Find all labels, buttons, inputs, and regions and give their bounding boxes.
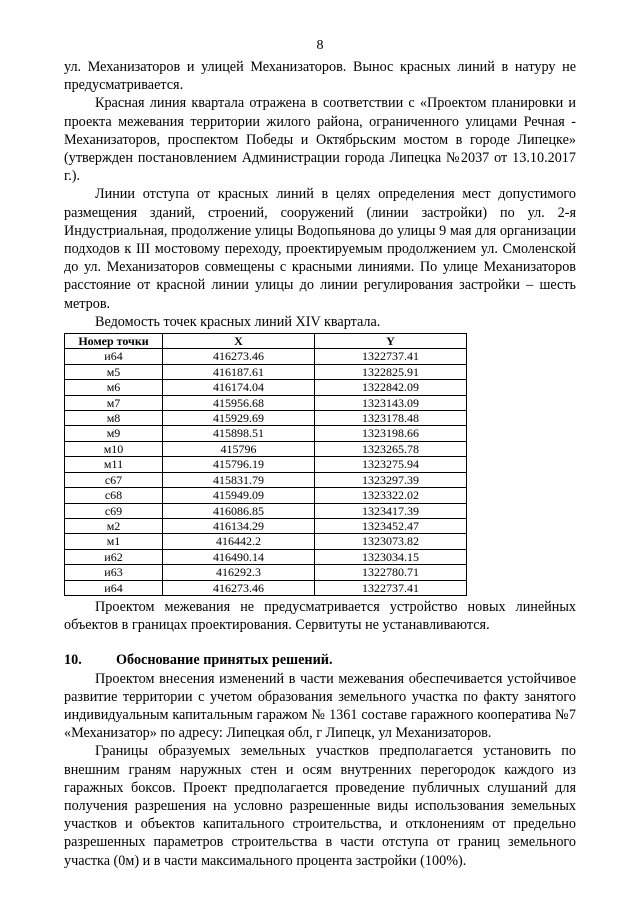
cell-y: 1322737.41 xyxy=(315,580,467,595)
cell-x: 416273.46 xyxy=(163,580,315,595)
column-header-x: X xyxy=(163,334,315,349)
cell-point: м2 xyxy=(65,518,163,533)
cell-y: 1323198.66 xyxy=(315,426,467,441)
cell-x: 415831.79 xyxy=(163,472,315,487)
table-row xyxy=(65,488,467,503)
table-row xyxy=(65,549,467,564)
table-caption: Ведомость точек красных линий XIV квартала. xyxy=(95,313,381,330)
cell-point: м6 xyxy=(65,380,163,395)
table-row xyxy=(65,349,467,364)
table-row xyxy=(65,411,467,426)
cell-point: и63 xyxy=(65,565,163,580)
cell-y: 1323297.39 xyxy=(315,472,467,487)
cell-y: 1323275.94 xyxy=(315,457,467,472)
cell-x: 416292.3 xyxy=(163,565,315,580)
table-row xyxy=(65,395,467,410)
section-title: Обоснование принятых решений. xyxy=(116,652,333,669)
column-header-y: Y xyxy=(315,334,467,349)
cell-x: 416187.61 xyxy=(163,364,315,379)
table-row xyxy=(65,565,467,580)
cell-x: 416442.2 xyxy=(163,534,315,549)
cell-y: 1322825.91 xyxy=(315,364,467,379)
cell-point: с69 xyxy=(65,503,163,518)
table-row xyxy=(65,580,467,595)
cell-x: 416273.46 xyxy=(163,349,315,364)
paragraph-boundaries: Границы образуемых земельных участков предполагается установить по внешним граням наружных стен и осям внутренних перегородок каждого из гаражных боксов. Проект предполагается проведение публичных слушаний для получения разрешения на условно разрешенные виды использования земельных участков и объектов капитального строительства, и отклонениям от предельно разрешенных параметров строительства в части отступа от границ земельного участка (0м) и в части максимального процента застройки (100%). xyxy=(64,743,576,869)
cell-x: 416174.04 xyxy=(163,380,315,395)
table-row xyxy=(65,441,467,456)
cell-y: 1323034.15 xyxy=(315,549,467,564)
cell-point: м7 xyxy=(65,395,163,410)
cell-y: 1322780.71 xyxy=(315,565,467,580)
cell-x: 416086.85 xyxy=(163,503,315,518)
cell-x: 415949.09 xyxy=(163,488,315,503)
paragraph-no-linear-objects: Проектом межевания не предусматривается устройство новых линейных объектов в границах проектирования. Сервитуты не устанавливаются. xyxy=(64,598,576,634)
cell-x: 415956.68 xyxy=(163,395,315,410)
cell-point: с68 xyxy=(65,488,163,503)
table-row xyxy=(65,457,467,472)
cell-y: 1323265.78 xyxy=(315,441,467,456)
paragraph-setback: Линии отступа от красных линий в целях определения мест допустимого размещения зданий, строений, сооружений (линии застройки) по ул. 2-я Индустриальная, продолжение улицы Водопьянова до улицы 9 мая для организации подходов к III мостовому переходу, проектируемым продолжением ул. Смоленской до ул. Механизаторов совмещены с красными линиями. По улице Механизаторов расстояние от красной линии улицы до линии регулирования застройки – шесть метров. xyxy=(64,186,576,312)
table-header-row xyxy=(65,334,467,349)
table-row xyxy=(65,503,467,518)
cell-x: 415898.51 xyxy=(163,426,315,441)
cell-point: м10 xyxy=(65,441,163,456)
paragraph-justification: Проектом внесения изменений в части межевания обеспечивается устойчивое развитие территории с учетом образования земельного участка по факту занятого индивидуальным капитальным гаражом № 1361 составе гаражного кооператива №7 «Механизатор» по адресу: Липецкая обл, г Липецк, ул Механизаторов. xyxy=(64,670,576,742)
table-row xyxy=(65,380,467,395)
cell-x: 415796 xyxy=(163,441,315,456)
table-body xyxy=(65,349,467,596)
cell-y: 1323417.39 xyxy=(315,503,467,518)
cell-x: 415796.19 xyxy=(163,457,315,472)
cell-y: 1323322.02 xyxy=(315,488,467,503)
cell-point: и62 xyxy=(65,549,163,564)
table-row xyxy=(65,364,467,379)
page-number: 8 xyxy=(316,38,324,53)
cell-point: м11 xyxy=(65,457,163,472)
cell-y: 1323143.09 xyxy=(315,395,467,410)
cell-x: 416490.14 xyxy=(163,549,315,564)
cell-x: 415929.69 xyxy=(163,411,315,426)
cell-x: 416134.29 xyxy=(163,518,315,533)
table-row xyxy=(65,426,467,441)
table-row xyxy=(65,472,467,487)
cell-y: 1323178.48 xyxy=(315,411,467,426)
section-heading xyxy=(64,651,576,669)
table-row xyxy=(65,518,467,533)
table-row xyxy=(65,534,467,549)
cell-point: и64 xyxy=(65,580,163,595)
paragraph-red-line: Красная линия квартала отражена в соответствии с «Проектом планировки и проекта межевания территории жилого района, ограниченного улицами Речная - Механизаторов, проспектом Победы и Октябрьским мостом в городе Липецке» (утвержден постановлением Администрации города Липецка №2037 от 13.10.2017 г.). xyxy=(64,95,576,185)
cell-point: м9 xyxy=(65,426,163,441)
document-body xyxy=(64,58,576,870)
cell-y: 1323073.82 xyxy=(315,534,467,549)
red-line-points-table xyxy=(64,333,467,596)
cell-y: 1323452.47 xyxy=(315,518,467,533)
paragraph-intro: ул. Механизаторов и улицей Механизаторов. Вынос красных линий в натуру не предусматривается. xyxy=(64,59,576,94)
cell-point: с67 xyxy=(65,472,163,487)
cell-point: м8 xyxy=(65,411,163,426)
cell-point: и64 xyxy=(65,349,163,364)
cell-y: 1322842.09 xyxy=(315,380,467,395)
column-header-point: Номер точки xyxy=(65,334,163,349)
cell-point: м1 xyxy=(65,534,163,549)
cell-y: 1322737.41 xyxy=(315,349,467,364)
section-number: 10. xyxy=(64,652,82,669)
cell-point: м5 xyxy=(65,364,163,379)
